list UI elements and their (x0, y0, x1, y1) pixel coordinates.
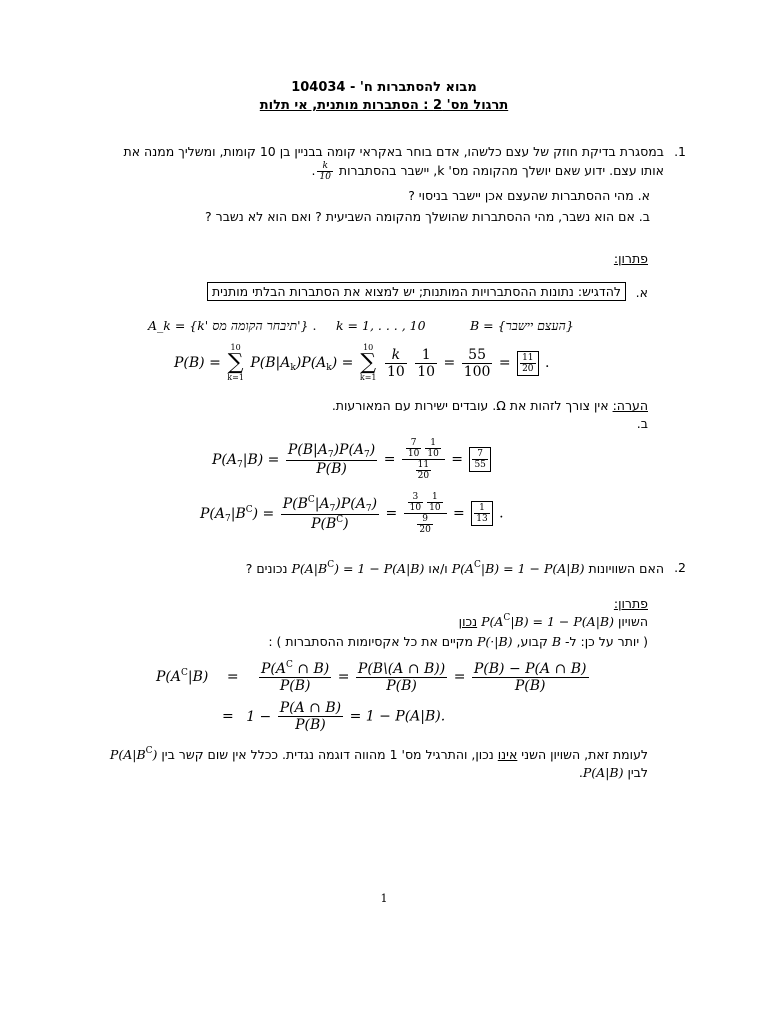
page-subtitle: תרגול מס' 2 : הסתברות מותנית, אי תלות (259, 98, 509, 113)
event-b: B = {העצם יישבר} (470, 318, 574, 333)
page-number: 1 (380, 892, 388, 905)
q1-prob-fraction: $\frac{k}{10}$ (319, 161, 331, 182)
solution2-suffix: נכון (458, 614, 478, 629)
derivation-line1: $P(A^C|B)$ = $\frac{P(A^C \cap B)}{P(B)}$ = $\frac{P(B\backslash(A \cap B))}{P(B)}$ = $\frac{P(B) - P(A \cap B)}{P(B)}$ (156, 660, 587, 694)
q1-line2: אותו עצם. ידוע שאם יושלך מהקומה מס' k, יישבר בהסתברות $\frac{k}{10}$ . (311, 161, 664, 182)
solution2-line2: ( יותר על כן: ל- B קבוע, P(·|B) מקיים את כל אקסיומות ההסתברות ) : (268, 634, 648, 649)
solution2-prefix: השויון (617, 614, 648, 629)
q1-line2-text: אותו עצם. ידוע שאם יושלך מהקומה מס' k, יישבר בהסתברות (338, 163, 664, 178)
note-label: הערה: (612, 398, 648, 413)
bayes-a7-given-bc: $P(A_7|B^C)$ = $\frac{P(B^C|A_7)P(A_7)}{P(B^C)}$ = $\frac{3}{10}$ $\frac{1}{10}$ $\frac{9}{20}$ = $\frac{1}{13}$ . (200, 492, 504, 535)
q1-number: 1. (674, 144, 686, 159)
note (332, 398, 648, 413)
conclusion-line2: לבין P(A|B). (578, 765, 648, 780)
solution1-label: פתרון: (613, 251, 648, 266)
conclusion-line1: לעומת זאת, השויון השני אינו נכון, והתרגיל מס' 1 מהווה דוגמה נגדית. ככלל אין שום קשר בין $P(A|B^C)$ (109, 746, 648, 762)
q2-text: האם השוויונות $P(A^C|B) = 1 - P(A|B)$ ו/או $P(A|B^C) = 1 - P(A|B)$ נכונים ? (245, 560, 664, 576)
solution1-a-label: א. (635, 285, 648, 300)
total-probability-equation: P(B) = 10 ∑ k=1 $P(B|A_k)P(A_k)$ = 10 ∑ k=1 $\frac{k}{10}$ $\frac{1}{10}$ = $\frac{55}{100}$ = $\frac{11}{20}$ . (174, 343, 550, 382)
solution2-line1: השויון $P(A^C|B) = 1 - P(A|B)$ נכון (458, 613, 648, 629)
result-a7b: $\frac{7}{55}$ (469, 447, 490, 472)
result-a7bc: $\frac{1}{13}$ (471, 501, 492, 526)
solution1-b-label: ב. (636, 416, 648, 431)
k-range: k = 1, . . . , 10 (336, 318, 426, 333)
derivation-line2: = 1 − $\frac{P(A \cap B)}{P(B)}$ = 1 − P(A|B). (222, 700, 446, 733)
page-title: מבוא להסתברות ח' - 104034 (291, 80, 477, 95)
bayes-a7-given-b: $P(A_7|B)$ = $\frac{P(B|A_7)P(A_7)}{P(B)}$ = $\frac{7}{10}$ $\frac{1}{10}$ $\frac{11}{20}$ = $\frac{7}{55}$ (212, 438, 493, 481)
note-text: אין צורך לזהות את Ω. עובדים ישירות עם המאורעות. (331, 398, 613, 413)
q1-line1: במסגרת בדיקת חוזק של עצם כלשהו, אדם בוחר באקראי קומה בבניין בן 10 קומות, ומשליך ממנה את (123, 144, 664, 159)
solution2-label: פתרון: (613, 596, 648, 611)
q1-part-a: א. מהי ההסתברות שהעצם אכן יישבר בניסוי ? (408, 188, 650, 203)
event-ak: A_k = {k' תיבחר הקומה מס'} . (148, 318, 317, 333)
emphasis-box: להדגיש: נתונות ההסתברויות המותנות; יש למצוא את הסתברות הבלתי מותנית (207, 282, 626, 301)
result-pb: $\frac{11}{20}$ (517, 351, 538, 376)
q2-number: 2. (674, 560, 686, 575)
q1-part-b: ב. אם הוא נשבר, מהי ההסתברות שהושלך מהקומה השביעית ? ואם הוא לא נשבר ? (205, 209, 650, 224)
